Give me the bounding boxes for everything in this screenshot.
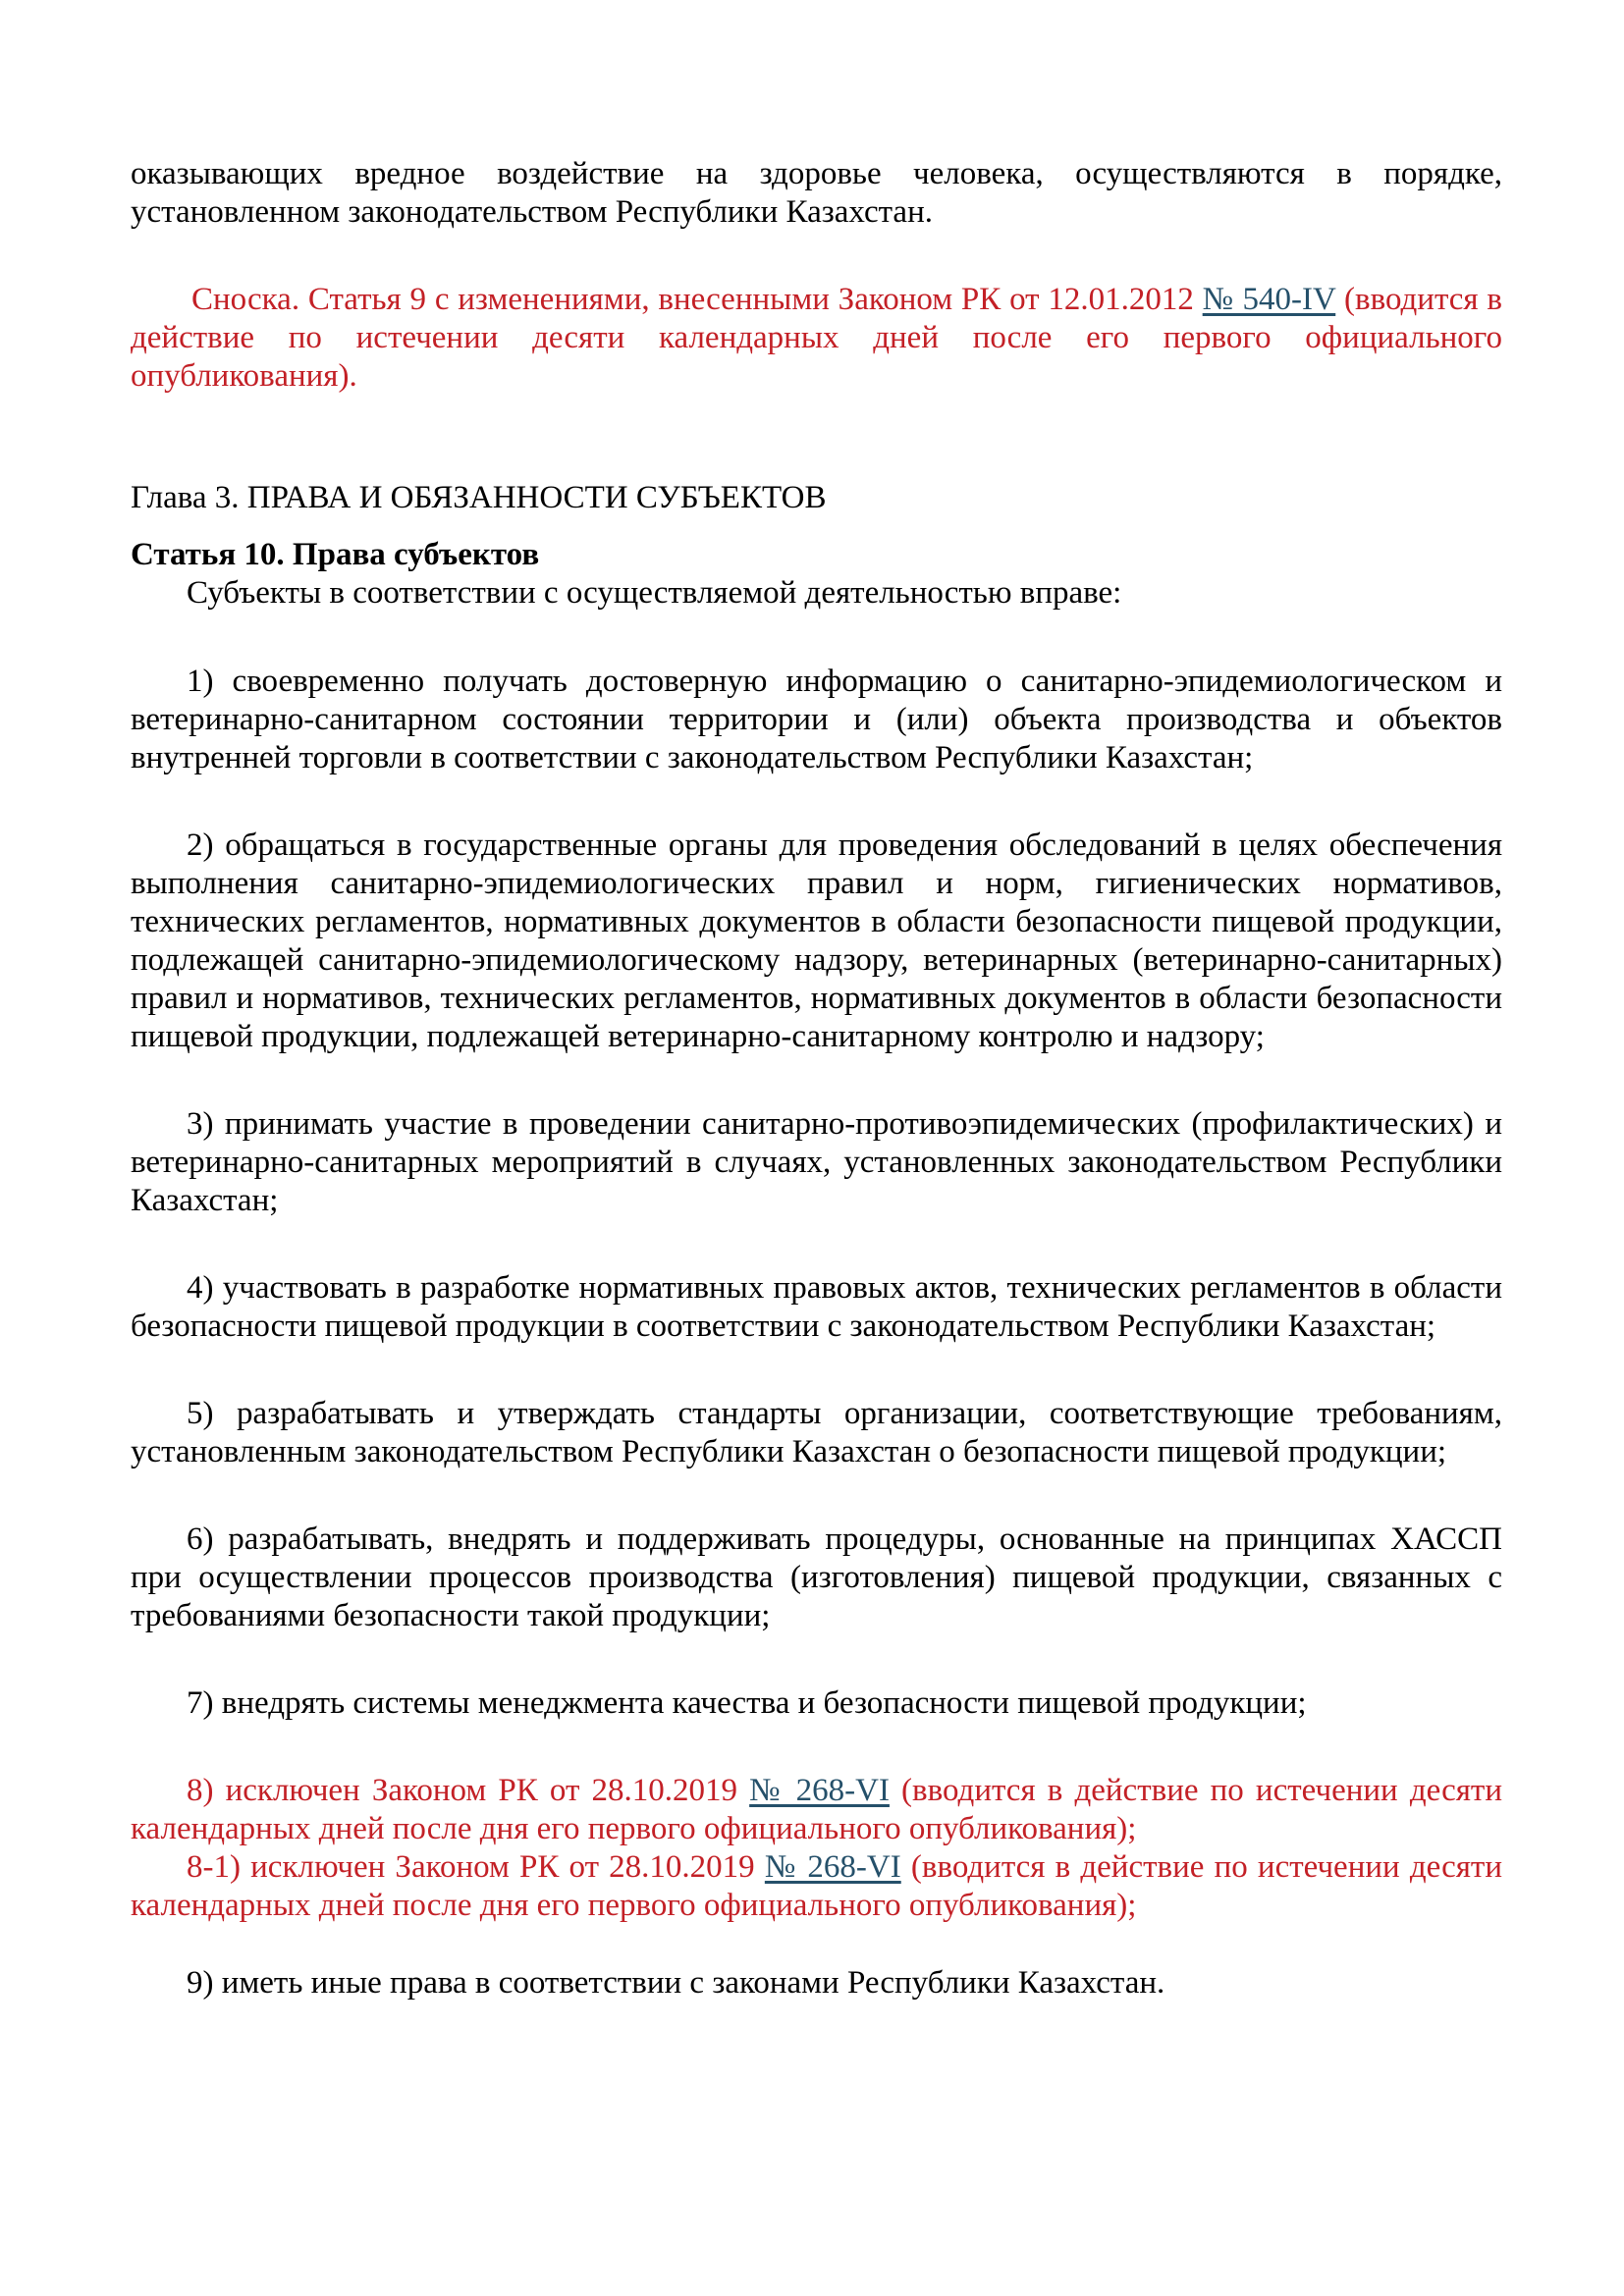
article-10-heading: Статья 10. Права субъектов bbox=[131, 537, 540, 572]
item-8-1-text-before: 8-1) исключен Законом РК от 28.10.2019 bbox=[187, 1849, 765, 1885]
footnote-article-9 bbox=[131, 281, 1502, 396]
law-540-IV-link[interactable]: № 540-IV bbox=[1202, 282, 1336, 317]
chapter-3-heading: Глава 3. ПРАВА И ОБЯЗАННОСТИ СУБЪЕКТОВ bbox=[131, 480, 827, 515]
item-1: 1) своевременно получать достоверную информацию о санитарно-эпидемиологическом и ветеринарно-санитарном состоянии территории и (или) объекта производства и объектов внутренней торговли в соответствии с законодательством Республики Казахстан; bbox=[131, 664, 1502, 775]
item-3: 3) принимать участие в проведении санитарно-противоэпидемических (профилактических) и ветеринарно-санитарных мероприятий в случаях, установленных законодательством Республики Казахстан; bbox=[131, 1106, 1502, 1218]
law-268-VI-link-item-8-1[interactable]: № 268-VI bbox=[764, 1849, 901, 1885]
footnote-text-after: (вводится в действие по истечении десяти календарных дней после его первого официального опубликования). bbox=[131, 282, 1502, 394]
law-268-VI-link-item-8[interactable]: № 268-VI bbox=[749, 1773, 890, 1808]
item-2: 2) обращаться в государственные органы для проведения обследований в целях обеспечения выполнения санитарно-эпидемиологических правил и норм, гигиенических нормативов, технических регламентов, нормативных документов в области безопасности пищевой продукции, подлежащей санитарно-эпидемиологическому надзору, ветеринарных (ветеринарно-санитарных) правил и нормативов, технических регламентов, нормативных документов в области безопасности пищевой продукции, подлежащей ветеринарно-санитарному контролю и надзору; bbox=[131, 828, 1502, 1054]
item-8 bbox=[131, 1772, 1502, 1848]
article-10-intro: Субъекты в соответствии с осуществляемой деятельностью вправе: bbox=[187, 575, 1122, 611]
item-8-1-text-after: (вводится в действие по истечении десяти календарных дней после дня его первого официального опубликования); bbox=[131, 1849, 1503, 1923]
item-8-text-before: 8) исключен Законом РК от 28.10.2019 bbox=[187, 1773, 750, 1808]
item-5: 5) разрабатывать и утверждать стандарты организации, соответствующие требованиям, установленным законодательством Республики Казахстан о безопасности пищевой продукции; bbox=[131, 1396, 1502, 1469]
item-9: 9) иметь иные права в соответствии с законами Республики Казахстан. bbox=[187, 1965, 1165, 2001]
item-7: 7) внедрять системы менеджмента качества и безопасности пищевой продукции; bbox=[187, 1685, 1307, 1721]
item-8-text-after: (вводится в действие по истечении десяти календарных дней после дня его первого официального опубликования); bbox=[131, 1773, 1502, 1846]
item-6: 6) разрабатывать, внедрять и поддерживать процедуры, основанные на принципах ХАССП при осуществлении процессов производства (изготовления) пищевой продукции, связанных с требованиями безопасности такой продукции; bbox=[131, 1522, 1502, 1633]
item-8-1 bbox=[131, 1848, 1502, 1925]
continued-paragraph: оказывающих вредное воздействие на здоровье человека, осуществляются в порядке, установленном законодательством Республики Казахстан. bbox=[131, 156, 1502, 230]
item-4: 4) участвовать в разработке нормативных правовых актов, технических регламентов в области безопасности пищевой продукции в соответствии с законодательством Республики Казахстан; bbox=[131, 1270, 1502, 1344]
footnote-text-before: Сноска. Статья 9 с изменениями, внесенными Законом РК от 12.01.2012 bbox=[191, 282, 1203, 317]
